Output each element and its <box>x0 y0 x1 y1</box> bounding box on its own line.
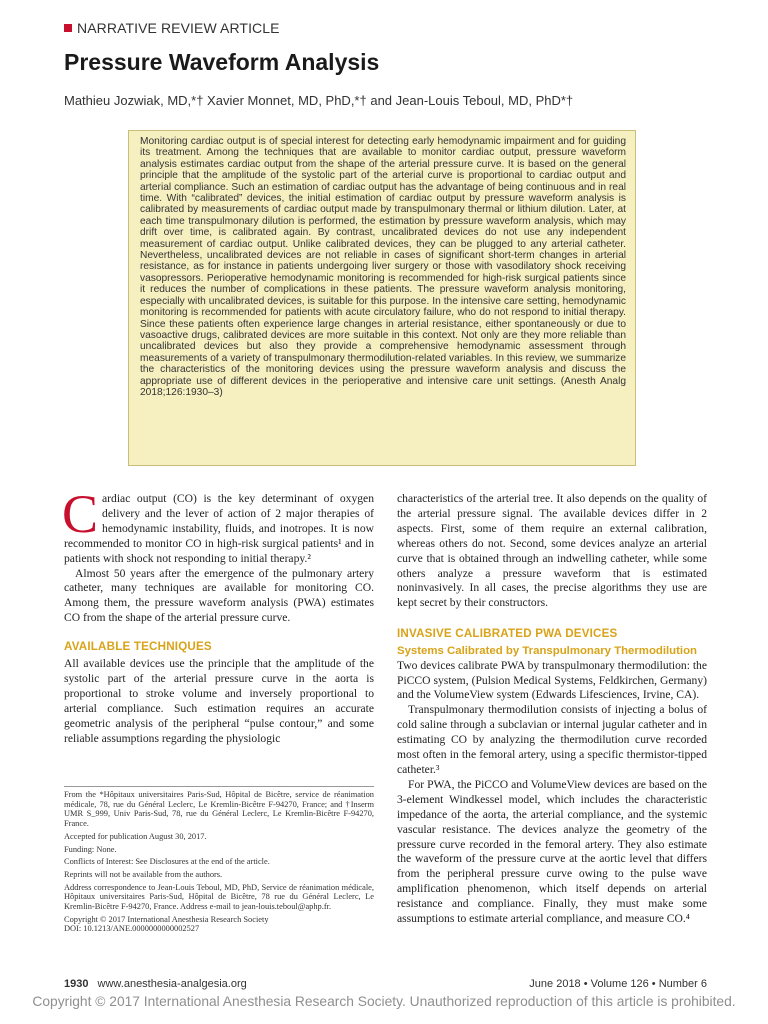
subsection-heading-transpulmonary: Systems Calibrated by Transpulmonary Thermodilution <box>397 645 698 658</box>
footnote-address: Address correspondence to Jean-Louis Teboul, MD, PhD, Service de réanimation médicale, Hôpitaux universitaires Paris-Sud, Hôpital de Bicêtre, 78 rue du Général Leclerc, Le Kremlin-Bicêtre F-94270, France. Address e-mail to jean-louis.teboul@aphp.fr. <box>64 882 374 912</box>
journal-website-link[interactable]: www.anesthesia-analgesia.org <box>97 978 247 990</box>
author-list: Mathieu Jozwiak, MD,*† Xavier Monnet, MD, PhD,*† and Jean-Louis Teboul, MD, PhD*† <box>64 93 574 108</box>
footnote-reprints: Reprints will not be available from the authors. <box>64 869 223 879</box>
article-type-text: NARRATIVE REVIEW ARTICLE <box>77 20 280 36</box>
intro-paragraph-1 <box>62 484 374 567</box>
footnote-copyright: Copyright © 2017 International Anesthesia Research Society <box>64 914 269 924</box>
intro-paragraph-1-text: ardiac output (CO) is the key determinant of oxygen delivery and the lever of action of 2 major therapies of hemodynamic instability, fluids, and inotropes. It is now recommended to monitor CO in high-risk surgical patients¹ and in patients with shock not responding to initial therapy.² <box>64 492 374 565</box>
footnote-affiliation: From the *Hôpitaux universitaires Paris-Sud, Hôpital de Bicêtre, service de réanimation médicale, 78, rue du Général Leclerc, Le Kremlin-Bicêtre F-94270, France; and †Inserm UMR S_999, Univ Paris-Sud, 78, rue du Général Leclerc, Le Kremlin-Bicêtre F-94270, France. <box>64 790 374 829</box>
right-paragraph-4: For PWA, the PiCCO and VolumeView devices are based on the 3-element Windkessel model, which includes the characteristic impedance of the aorta, the arterial compliance, and the systemic vascular resistance. The devices analyze the geometry of the pressure curve recorded in the femoral artery. They also estimate the waveform of the pressure curve at the aortic level that differs from the peripheral pressure curve owing to the pulse wave amplification phenomenon, which itself depends on arterial resistance and compliance. Finally, they must make some assumptions to estimate arterial compliance, and measure CO.⁴ <box>397 777 707 926</box>
right-paragraph-2: Two devices calibrate PWA by transpulmonary thermodilution: the PiCCO system, (Pulsion Medical Systems, Feldkirchen, Germany) and the VolumeView system (Edwards Lifesciences, Irvine, CA). <box>397 658 707 702</box>
footnote-doi: DOI: 10.1213/ANE.0000000000002527 <box>64 924 200 934</box>
abstract-box: Monitoring cardiac output is of special interest for detecting early hemodynamic impairment and for guiding its treatment. Among the techniques that are available to monitor cardiac output, pressure waveform analysis estimates cardiac output from the shape of the arterial pressure curve. It is based on the general principle that the amplitude of the systolic part of the arterial curve is proportional to cardiac output and arterial compliance. Such an estimation of cardiac output has the advantage of being continuous and in real time. With “calibrated” devices, the initial estimation of cardiac output by pressure waveform analysis is calibrated by measurements of cardiac output made by transpulmonary thermal or lithium dilution. Later, at each time transpulmonary dilution is performed, the estimation by pressure waveform analysis, which may drift over time, is calibrated again. By contrast, uncalibrated devices do not use any independent measurement of cardiac output. Unlike calibrated devices, they can be plugged to any arterial catheter. Nevertheless, uncalibrated devices are not reliable in cases of significant short-term changes in arterial resistance, as for instance in patients undergoing liver surgery or those with vasodilatory shock receiving vasopressors. Perioperative hemodynamic monitoring is recommended for high-risk surgical patients since it reduces the number of complications in these patients. The pressure waveform analysis monitoring, especially with uncalibrated devices, is suitable for this purpose. In the intensive care setting, hemodynamic monitoring is recommended for patients with acute circulatory failure, who do not respond to initial therapy. Since these patients often experience large changes in arterial resistance, either spontaneously or due to vasoactive drugs, calibrated devices are more suitable in this context. Not only are they more reliable than uncalibrated devices but also they provide a comprehensive hemodynamic assessment through measurements of a variety of transpulmonary thermodilution-related variables. In this review, we summarize the characteristics of the monitoring devices using the pressure waveform analysis and discuss the appropriate use of different devices in the perioperative and intensive care unit settings. (Anesth Analg 2018;126:1930–3) <box>128 130 636 466</box>
page-footer <box>64 978 707 992</box>
right-paragraph-1: characteristics of the arterial tree. It also depends on the quality of the arterial pressure signal. The available devices differ in 2 aspects. First, some of them require an external calibration, whereas others do not. Second, some devices analyze an arterial curve that is obtained through an indwelling catheter, while some others analyze a pressure waveform that is estimated noninvasively. In all cases, the precise algorithms they use are kept secret by their constructors. <box>397 492 707 610</box>
right-paragraph-3: Transpulmonary thermodilution consists of injecting a bolus of cold saline through a subclavian or internal jugular catheter and in estimating CO by analyzing the thermodilution curve recorded most often in the femoral artery, using a specific thermistor-tipped catheter.³ <box>397 703 707 776</box>
right-column <box>397 492 707 927</box>
issue-info: June 2018 • Volume 126 • Number 6 <box>529 978 707 990</box>
footnote-funding: Funding: None. <box>64 844 117 854</box>
intro-paragraph-2: Almost 50 years after the emergence of the pulmonary artery catheter, many techniques are available for monitoring CO. Among them, the pressure waveform analysis (PWA) estimates CO from the shape of the arterial pressure curve. <box>64 566 374 625</box>
left-column <box>62 484 374 747</box>
footnote-accepted: Accepted for publication August 30, 2017. <box>64 831 207 841</box>
copyright-banner: Copyright © 2017 International Anesthesia Research Society. Unauthorized reproduction of this article is prohibited. <box>32 994 736 1009</box>
red-square-icon <box>64 24 72 32</box>
footnote-conflicts: Conflicts of Interest: See Disclosures at the end of the article. <box>64 857 270 867</box>
footnotes <box>64 786 374 934</box>
article-type-label <box>64 19 280 37</box>
section-heading-available-techniques: AVAILABLE TECHNIQUES <box>64 640 212 654</box>
section-heading-invasive-calibrated: INVASIVE CALIBRATED PWA DEVICES <box>397 627 618 641</box>
article-title: Pressure Waveform Analysis <box>64 49 380 75</box>
page-number: 1930 <box>64 978 89 990</box>
section1-paragraph: All available devices use the principle that the amplitude of the systolic part of the arterial pressure curve in the aorta is proportional to stroke volume and inversely proportional to arterial compliance. Such estimation requires an accurate geometric analysis of the peripheral “pulse contour,” and some reliable assumptions regarding the physiologic <box>64 657 374 745</box>
drop-cap: C <box>62 484 99 544</box>
